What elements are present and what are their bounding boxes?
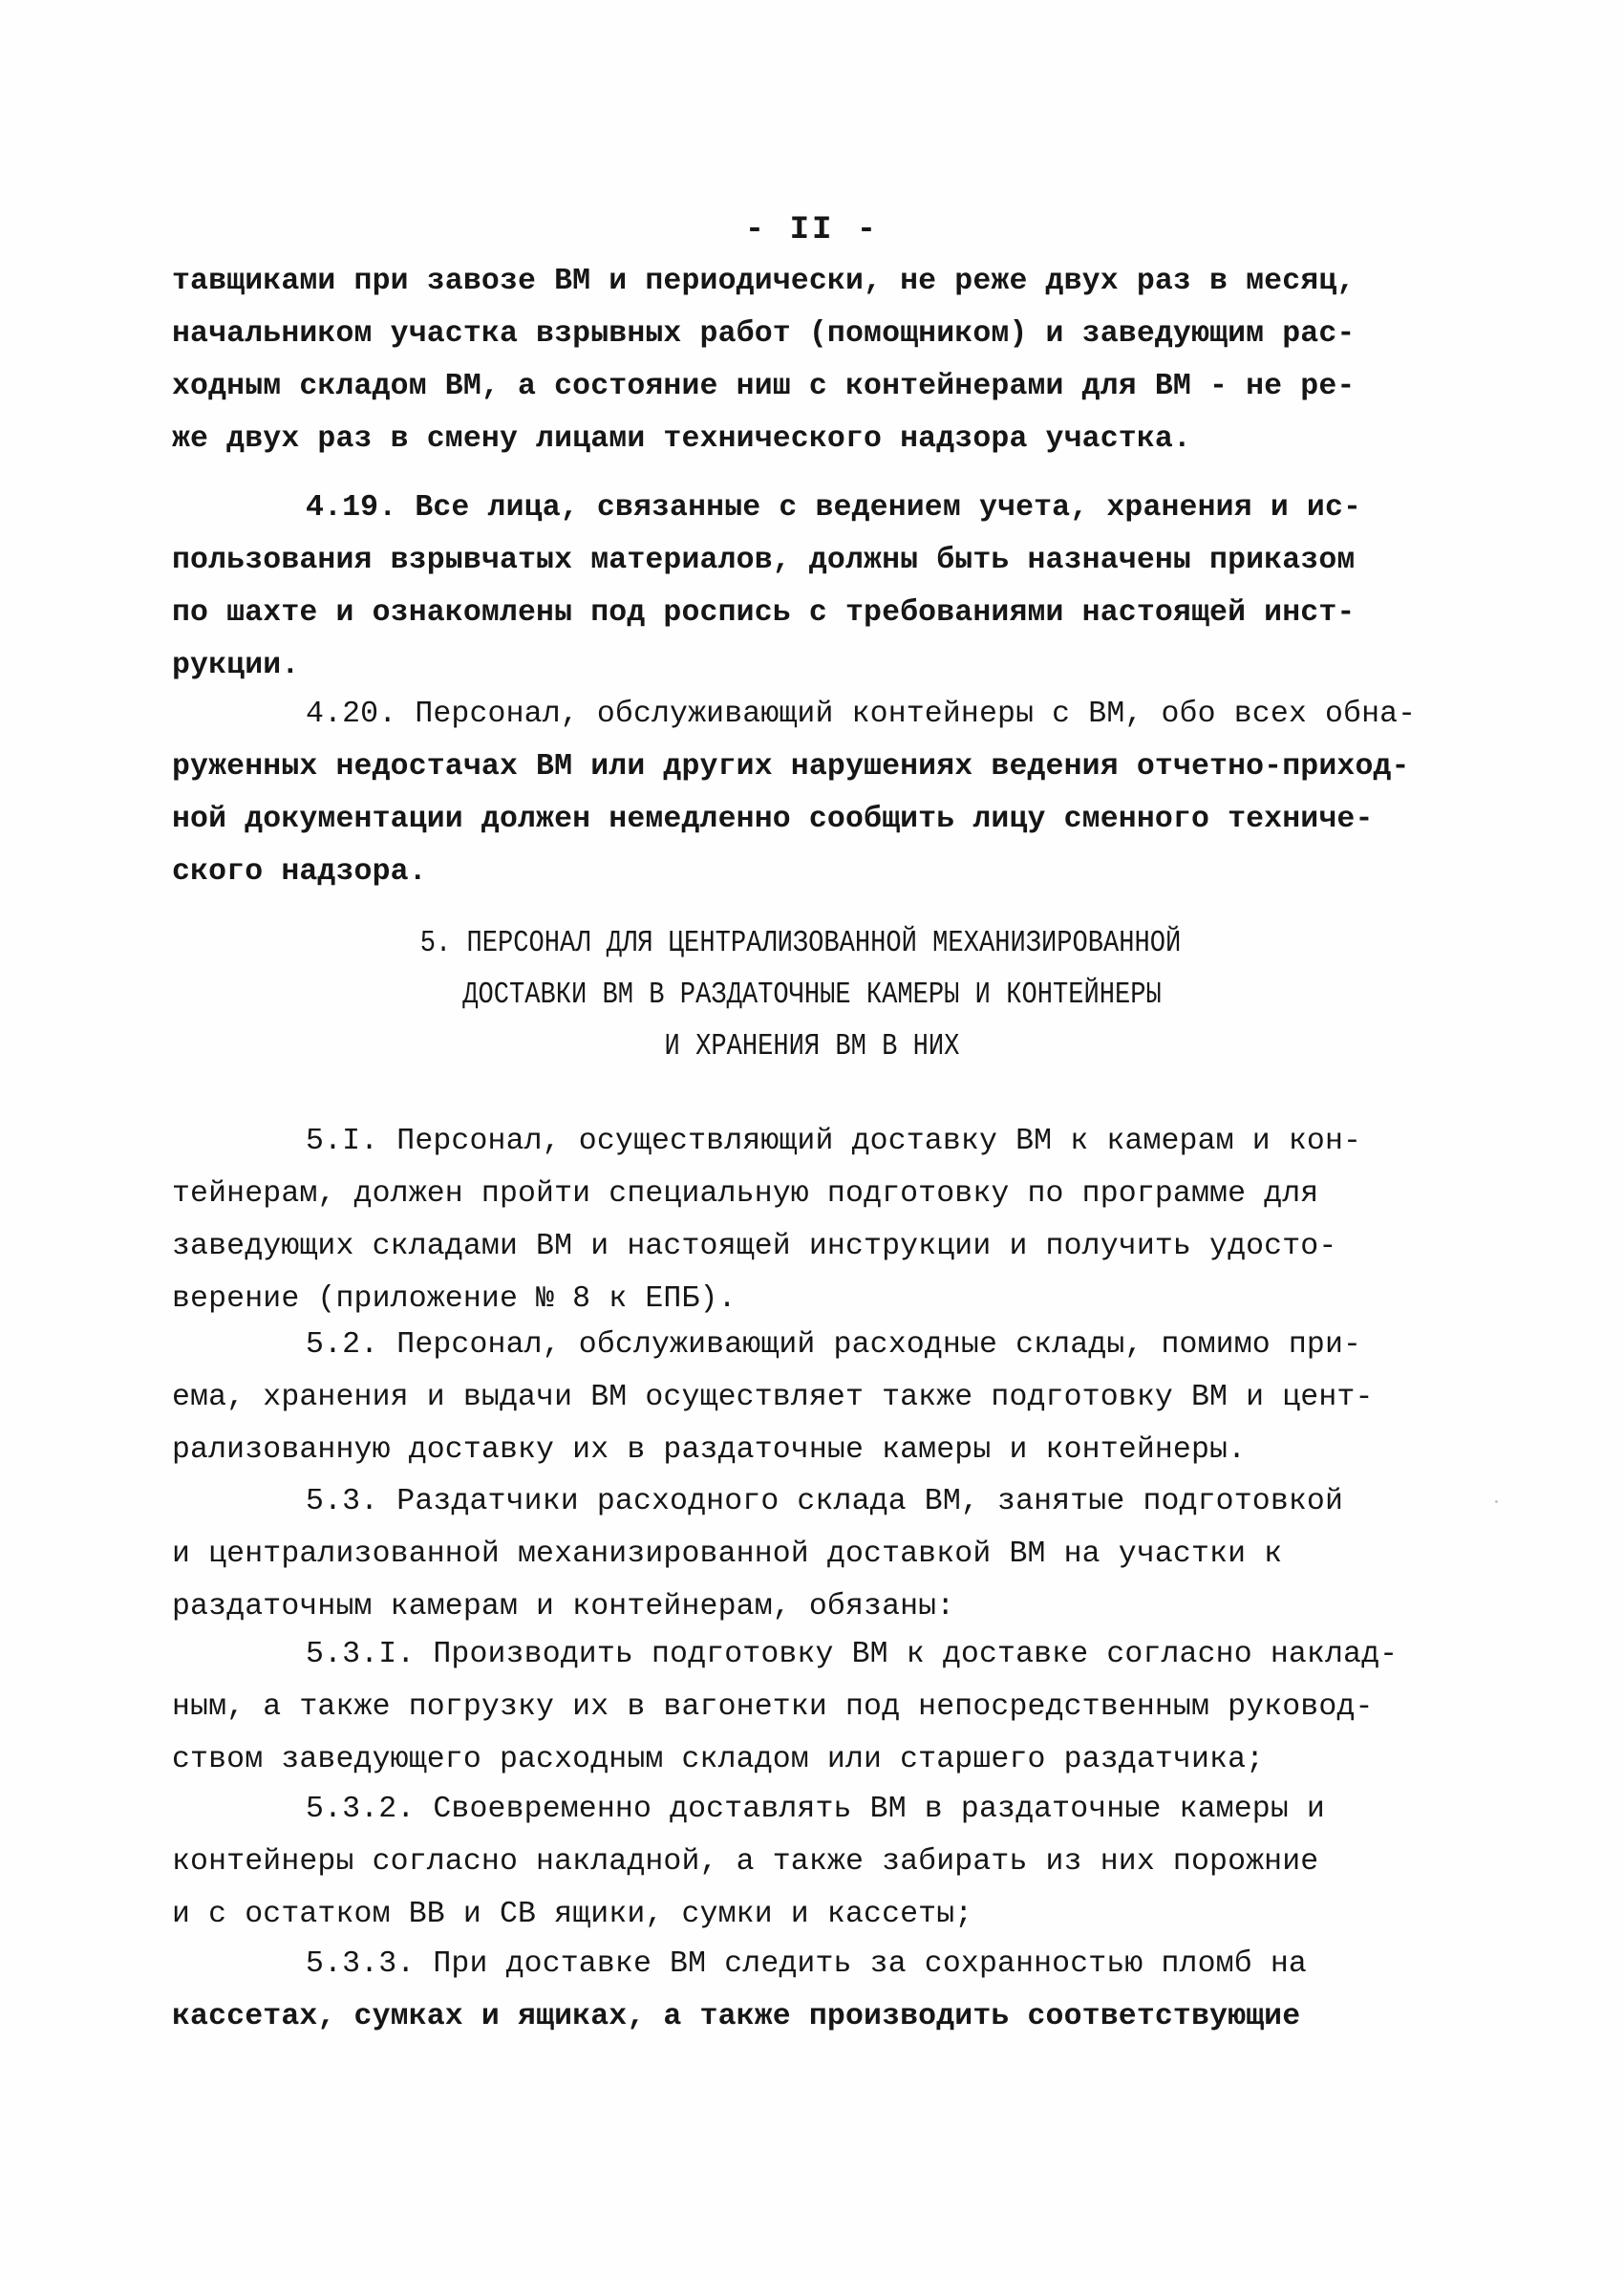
text-line: 4.19. Все лица, связанные с ведением учета, хранения и ис- [306, 491, 1362, 525]
text-line: ством заведующего расходным складом или старшего раздатчика; [172, 1743, 1265, 1776]
text-line: 5.3.2. Своевременно доставлять ВМ в раздаточные камеры и [306, 1793, 1325, 1826]
text-line: тавщиками при завозе ВМ и периодически, не реже двух раз в месяц, [172, 265, 1356, 298]
text-line: заведующих складами ВМ и настоящей инструкции и получить удосто- [172, 1230, 1337, 1263]
text-line: 5.2. Персонал, обслуживающий расходные склады, помимо при- [306, 1328, 1362, 1362]
text-line: ной документации должен немедленно сообщить лицу сменного техниче- [172, 803, 1374, 836]
text-line: раздаточным камерам и контейнерам, обязаны: [172, 1590, 955, 1623]
text-line: же двух раз в смену лицами технического надзора участка. [172, 422, 1191, 456]
text-line: рализованную доставку их в раздаточные камеры и контейнеры. [172, 1433, 1247, 1467]
text-line: 4.20. Персонал, обслуживающий контейнеры с ВМ, обо всех обна- [306, 698, 1417, 731]
text-line: ского надзора. [172, 855, 427, 889]
text-line: ема, хранения и выдачи ВМ осуществляет также подготовку ВМ и цент- [172, 1381, 1374, 1414]
text-line: 5.3.I. Производить подготовку ВМ к доставке согласно наклад- [306, 1638, 1399, 1671]
text-line: руженных недостачах ВМ или других нарушениях ведения отчетно-приход- [172, 750, 1410, 784]
text-line: верение (приложение № 8 к ЕПБ). [172, 1282, 737, 1316]
text-line: тейнерам, должен пройти специальную подготовку по программе для [172, 1177, 1319, 1211]
heading-line: 5. ПЕРСОНАЛ ДЛЯ ЦЕНТРАЛИЗОВАННОЙ МЕХАНИЗИРОВАННОЙ [419, 927, 1182, 960]
text-line: 5.I. Персонал, осуществляющий доставку ВМ к камерам и кон- [306, 1125, 1362, 1158]
text-line: ным, а также погрузку их в вагонетки под непосредственным руковод- [172, 1690, 1374, 1724]
text-line: контейнеры согласно накладной, а также забирать из них порожние [172, 1845, 1319, 1879]
text-line: по шахте и ознакомлены под роспись с требованиями настоящей инст- [172, 596, 1356, 630]
text-line: ходным складом ВМ, а состояние ниш с контейнерами для ВМ - не ре- [172, 370, 1356, 403]
heading-line: И ХРАНЕНИЯ ВМ В НИХ [664, 1030, 960, 1064]
text-line: 5.3.3. При доставке ВМ следить за сохранностью пломб на [306, 1947, 1307, 1981]
text-line: и централизованной механизированной доставкой ВМ на участки к [172, 1537, 1283, 1571]
text-line: 5.3. Раздатчики расходного склада ВМ, занятые подготовкой [306, 1485, 1344, 1518]
text-line: и с остатком ВВ и СВ ящики, сумки и кассеты; [172, 1898, 973, 1931]
text-line: рукции. [172, 649, 300, 682]
text-line: начальником участка взрывных работ (помощником) и заведующим рас- [172, 317, 1356, 351]
scan-speck [1495, 1500, 1498, 1503]
text-line: пользования взрывчатых материалов, должны быть назначены приказом [172, 544, 1356, 577]
text-line: кассетах, сумках и ящиках, а также производить соответствующие [172, 2000, 1301, 2033]
page-number: - II - [744, 212, 880, 248]
heading-line: ДОСТАВКИ ВМ В РАЗДАТОЧНЫЕ КАМЕРЫ И КОНТЕЙНЕРЫ [462, 978, 1162, 1012]
